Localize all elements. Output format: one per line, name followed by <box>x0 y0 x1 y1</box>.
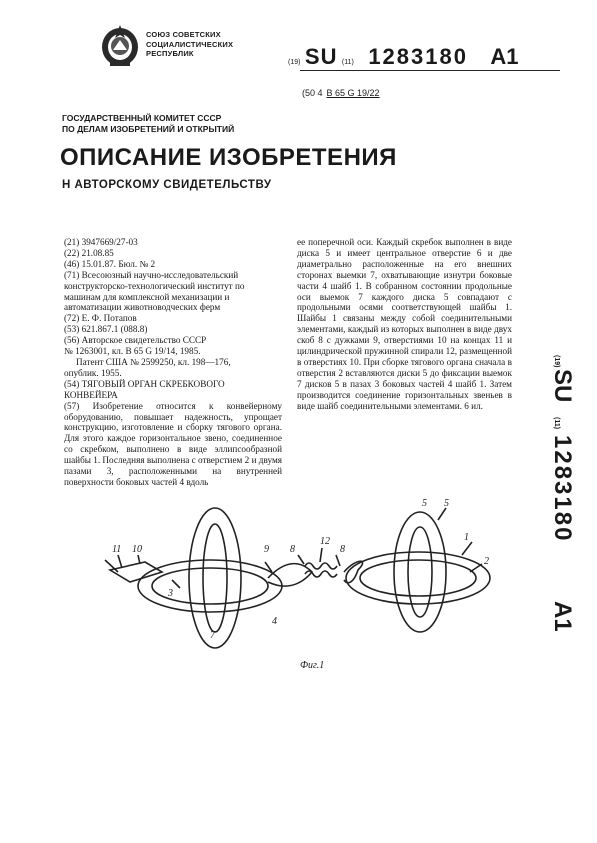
committee-line: ПО ДЕЛАМ ИЗОБРЕТЕНИЙ И ОТКРЫТИЙ <box>62 124 235 134</box>
biblio-line: (22) 21.08.85 <box>64 247 114 258</box>
label-8b: 8 <box>340 544 345 555</box>
label-12: 12 <box>320 536 330 547</box>
ipc-class: B 65 G 19/22 <box>326 88 380 98</box>
side-code-11: (11) <box>553 417 560 430</box>
label-10: 10 <box>132 544 142 555</box>
biblio-line: (71) Всесоюзный научно-исследовательский <box>64 269 239 280</box>
label-5: 5 <box>422 498 427 509</box>
document-title: ОПИСАНИЕ ИЗОБРЕТЕНИЯ <box>60 144 397 171</box>
left-column <box>64 237 282 488</box>
biblio-line: (21) 3947669/27-03 <box>64 237 138 247</box>
abstract-left: (57) Изобретение относится к конвейерному оборудованию, повышает надежность, упрощает конструкцию, изготовление и сборку тягового органа. Для этого каждое горизонтальное звено, соединенное со скребком, выполнено в виде эллипсообразной шайбы 1. Последняя выполнена с отверстием 2 и двумя пазами 3, расположенными на внутренней поверхности боковых частей 4 вдоль <box>64 400 282 487</box>
abstract-right: ее поперечной оси. Каждый скребок выполнен в виде диска 5 и имеет центральное отверстие 6 и две диаметрально расположенные на его внешних сторонах выемки 7, охватывающие изнутри боковые части 4 шайб 1. В собранном состоянии продольные оси выемок 7 каждого диска 5 совпадают с продольными осями соответствующей шайбы 1. Шайбы 1 связаны между собой соединительными элементами, каждый из которых выполнен в виде двух скоб 8 с дужками 9, отверстиями 10 на концах 11 и цилиндрической пружинной спирали 12, размещенной в отверстиях 10. При сборке тягового органа сначала в отверстия 2 вставляются диски 5 до фиксации выемок 7 дисков 5 в пазах 3 боковых частей 4 шайб 1. Затем производится соединение горизонтальных звеньев в виде шайб соединительными элементами. 6 ил. <box>297 237 512 411</box>
invention-title: (54) ТЯГОВЫЙ ОРГАН СКРЕБКОВОГО <box>64 378 225 389</box>
biblio-line: (72) Е. Ф. Потапов <box>64 313 137 324</box>
label-9: 9 <box>264 544 269 555</box>
state-committee <box>62 113 234 135</box>
country-name <box>146 30 233 59</box>
country-line: РЕСПУБЛИК <box>146 49 194 58</box>
bibliographic-data <box>64 237 282 401</box>
side-number: 1283180 <box>549 435 576 543</box>
ussr-emblem-icon <box>98 22 142 70</box>
ipc-classification <box>302 88 380 98</box>
label-8: 8 <box>290 544 295 555</box>
country-code: SU <box>304 44 338 69</box>
document-subtitle: Н АВТОРСКОМУ СВИДЕТЕЛЬСТВУ <box>62 179 272 191</box>
biblio-line: (56) Авторское свидетельство СССР <box>64 335 207 346</box>
label-11: 11 <box>112 544 122 555</box>
biblio-line: № 1263001, кл. B 65 G 19/14, 1985. <box>64 346 201 357</box>
header-divider <box>300 70 560 71</box>
biblio-line: автоматизации животноводческих ферм <box>64 302 221 313</box>
ipc-code: (50 4 <box>302 88 323 98</box>
side-country: SU <box>549 369 576 403</box>
biblio-line: конструкторско-технологический институт по <box>64 280 245 291</box>
code-19: (19) <box>288 59 301 66</box>
committee-line: ГОСУДАРСТВЕННЫЙ КОМИТЕТ СССР <box>62 113 222 123</box>
biblio-line: машинам для комплексной механизации и <box>64 291 230 302</box>
figure-caption: Фиг.1 <box>300 660 325 671</box>
invention-title: КОНВЕЙЕРА <box>64 389 118 400</box>
label-7: 7 <box>210 630 215 641</box>
side-kind: A1 <box>549 601 576 632</box>
side-code-19: (19) <box>553 355 560 368</box>
patent-number-header <box>288 44 519 70</box>
label-2: 2 <box>484 556 489 567</box>
patent-number: 1283180 <box>368 44 468 69</box>
country-line: СОЦИАЛИСТИЧЕСКИХ <box>146 39 234 49</box>
biblio-line: (46) 15.01.87. Бюл. № 2 <box>64 258 156 269</box>
figure-1-drawing <box>100 500 500 665</box>
biblio-line: (53) 621.867.1 (088.8) <box>64 324 148 335</box>
side-patent-number <box>525 355 576 675</box>
label-1: 1 <box>464 532 469 543</box>
biblio-line: Патент США № 2599250, кл. 198—176, <box>76 356 231 367</box>
label-4: 4 <box>272 616 277 627</box>
label-5b: 5 <box>444 498 449 509</box>
country-line: СОЮЗ СОВЕТСКИХ <box>146 30 221 39</box>
code-11: (11) <box>341 59 354 66</box>
patent-kind: A1 <box>490 44 519 69</box>
biblio-line: опублик. 1955. <box>64 367 122 378</box>
label-3: 3 <box>168 588 173 599</box>
